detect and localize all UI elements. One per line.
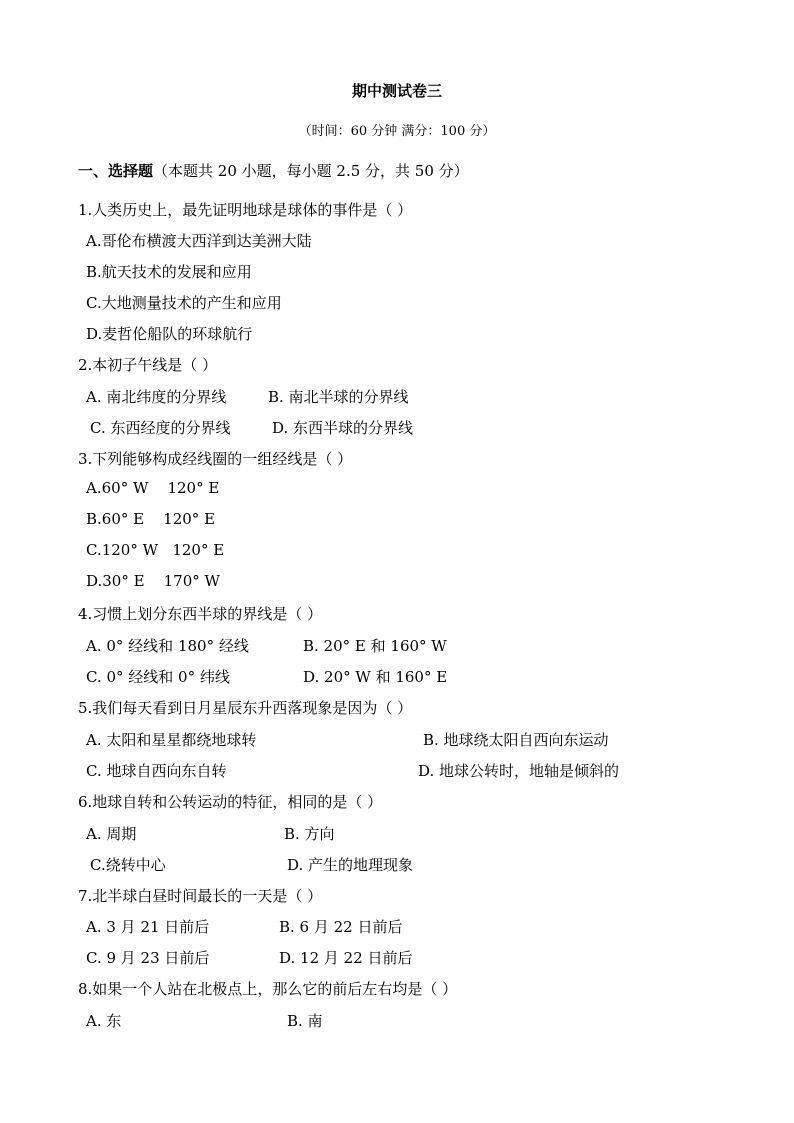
question-3-option-a: A.60° W 120° E (86, 479, 220, 497)
question-6-option-d: D. 产生的地理现象 (287, 856, 414, 874)
question-5-option-a: A. 太阳和星星都绕地球转 (86, 731, 257, 749)
question-4-option-a: A. 0° 经线和 180° 经线 (86, 637, 249, 655)
question-3-option-c: C.120° W 120° E (86, 541, 225, 559)
question-2-stem: 2.本初子午线是（ ） (78, 356, 218, 374)
question-3-option-d: D.30° E 170° W (86, 572, 220, 590)
question-2-option-a: A. 南北纬度的分界线 (86, 388, 227, 406)
question-4-option-d: D. 20° W 和 160° E (303, 668, 448, 686)
question-4-option-c: C. 0° 经线和 0° 纬线 (86, 668, 230, 686)
question-6-option-c: C.绕转中心 (90, 856, 166, 874)
question-7-stem: 7.北半球白昼时间最长的一天是（ ） (78, 887, 323, 905)
question-8-stem: 8.如果一个人站在北极点上，那么它的前后左右均是（ ） (78, 980, 458, 998)
question-1-option-c: C.大地测量技术的产生和应用 (86, 294, 282, 312)
section-note: （本题共 20 小题，每小题 2.5 分，共 50 分） (153, 162, 469, 180)
exam-info: （时间：60 分钟 满分：100 分） (298, 124, 496, 139)
question-4-stem: 4.习惯上划分东西半球的界线是（ ） (78, 605, 323, 623)
question-6-option-a: A. 周期 (86, 825, 137, 843)
section-heading (78, 160, 469, 181)
question-7-option-a: A. 3 月 21 日前后 (86, 918, 210, 936)
question-6-option-b: B. 方向 (284, 825, 335, 843)
question-4-option-b: B. 20° E 和 160° W (303, 637, 447, 655)
question-5-stem: 5.我们每天看到日月星辰东升西落现象是因为（ ） (78, 699, 413, 717)
question-5-option-c: C. 地球自西向东自转 (86, 762, 227, 780)
question-2-option-d: D. 东西半球的分界线 (272, 419, 414, 437)
question-5-option-d: D. 地球公转时，地轴是倾斜的 (418, 762, 620, 780)
question-1-option-b: B.航天技术的发展和应用 (86, 263, 252, 281)
question-2-option-c: C. 东西经度的分界线 (90, 419, 231, 437)
question-1-stem: 1.人类历史上，最先证明地球是球体的事件是（ ） (78, 201, 413, 219)
question-2-option-b: B. 南北半球的分界线 (268, 388, 409, 406)
question-7-option-d: D. 12 月 22 日前后 (279, 949, 413, 967)
question-5-option-b: B. 地球绕太阳自西向东运动 (423, 731, 609, 749)
question-8-option-a: A. 东 (86, 1012, 122, 1030)
question-6-stem: 6.地球自转和公转运动的特征，相同的是（ ） (78, 793, 383, 811)
question-3-stem: 3.下列能够构成经线圈的一组经线是（ ） (78, 450, 353, 468)
page-title: 期中测试卷三 (351, 82, 442, 100)
question-1-option-a: A.哥伦布横渡大西洋到达美洲大陆 (86, 232, 312, 250)
section-title: 一、选择题 (78, 162, 154, 180)
question-7-option-b: B. 6 月 22 日前后 (279, 918, 403, 936)
question-8-option-b: B. 南 (287, 1012, 323, 1030)
question-3-option-b: B.60° E 120° E (86, 510, 216, 528)
question-7-option-c: C. 9 月 23 日前后 (86, 949, 210, 967)
question-1-option-d: D.麦哲伦船队的环球航行 (86, 325, 253, 343)
